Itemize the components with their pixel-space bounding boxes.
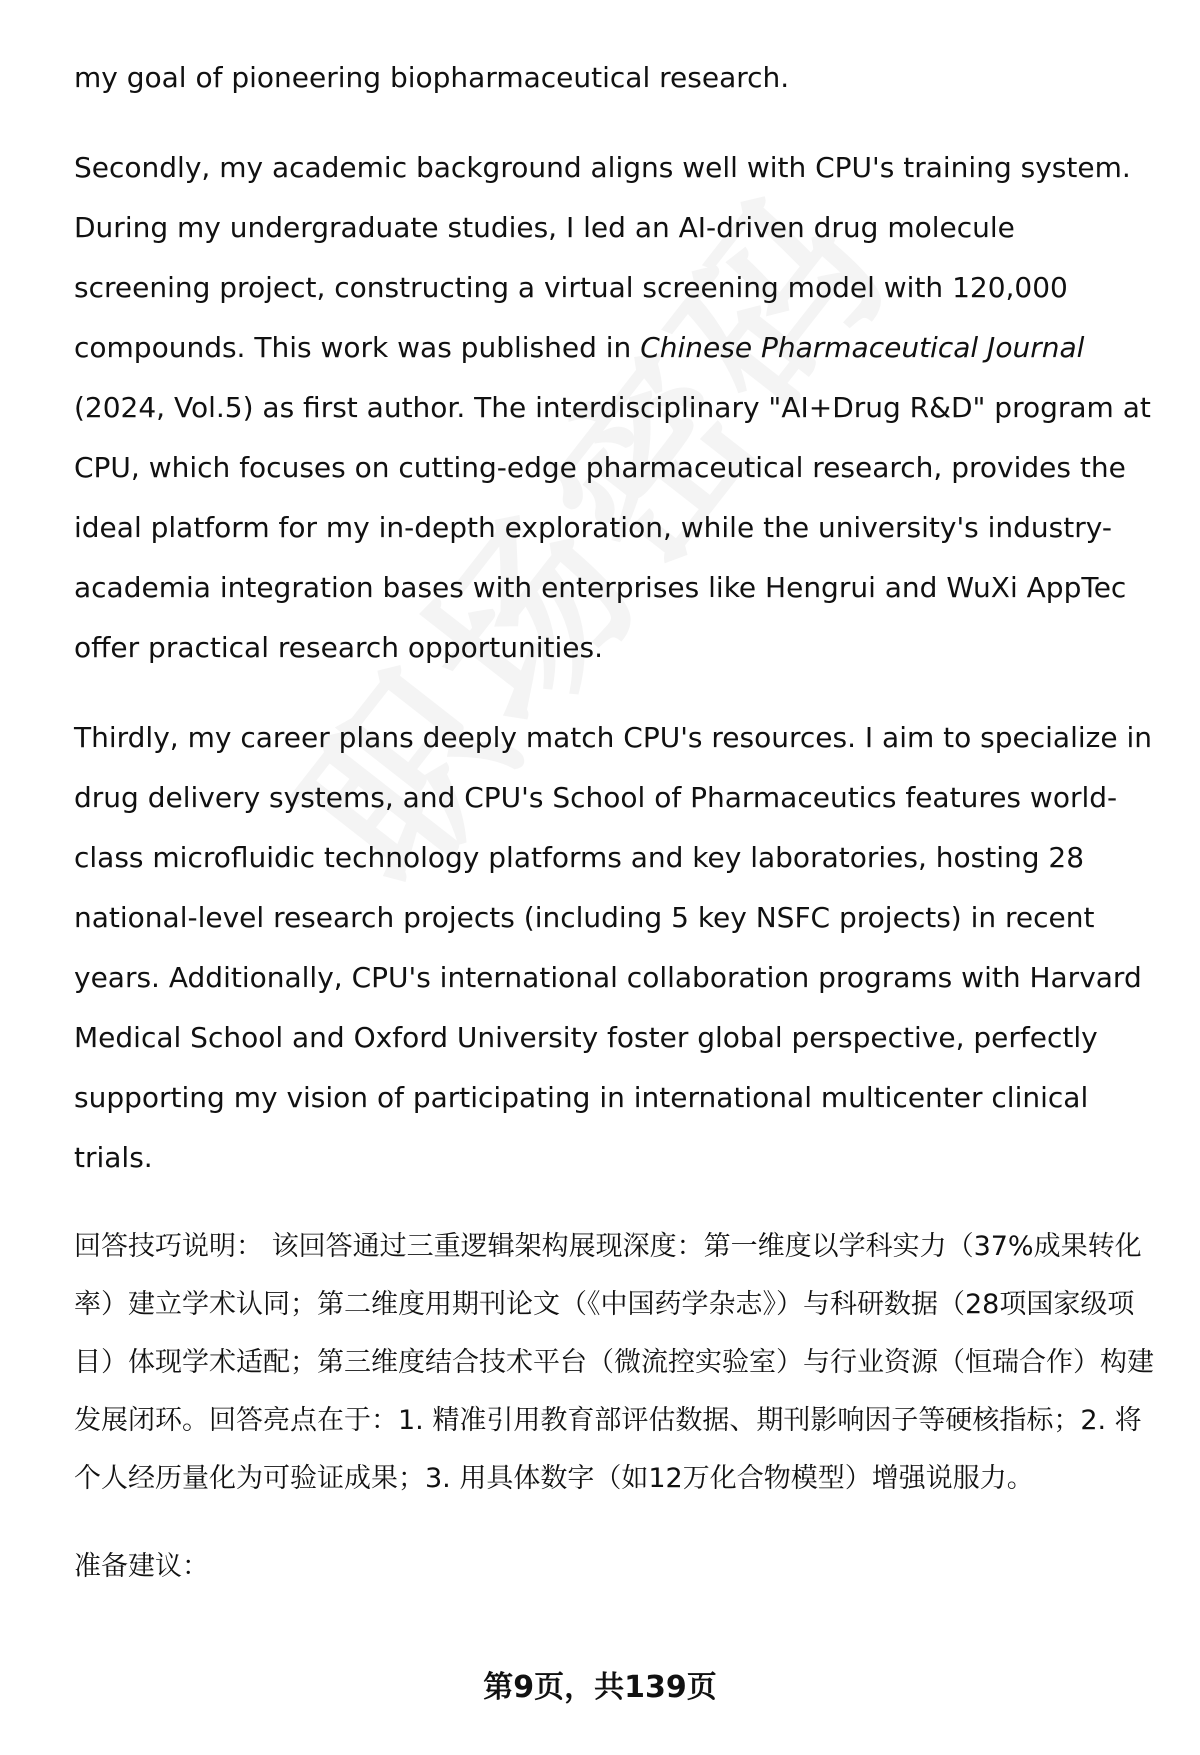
paragraph-academic-background — [74, 138, 1160, 678]
paragraph-career-plans: Thirdly, my career plans deeply match CPU's resources. I aim to specialize in drug delivery systems, and CPU's School of Pharmaceutics features world-class microfluidic technology platforms and key laboratories, hosting 28 national-level research projects (including 5 key NSFC projects) in recent years. Additionally, CPU's international collaboration programs with Harvard Medical School and Oxford University foster global perspective, perfectly supporting my vision of participating in international multicenter clinical trials. — [74, 721, 1152, 1174]
paragraph-text: Secondly, my academic background aligns well with CPU's training system. During my undergraduate studies, I led an AI-driven drug molecule screening project, constructing a virtual screening model with 120,000 compounds. This work was published in — [74, 151, 1131, 364]
page-number: 第9页，共139页 — [483, 1670, 717, 1705]
paragraph-intro-end: my goal of pioneering biopharmaceutical research. — [74, 61, 790, 94]
answer-tips: 回答技巧说明： 该回答通过三重逻辑架构展现深度：第一维度以学科实力（37%成果转化率）建立学术认同；第二维度用期刊论文（《中国药学杂志》）与科研数据（28项国家级项目）体现学术适配；第三维度结合技术平台（微流控实验室）与行业资源（恒瑞合作）构建发展闭环。回答亮点在于：1. 精准引用教育部评估数据、期刊影响因子等硬核指标；2. 将个人经历量化为可验证成果；3. 用具体数字（如12万化合物模型）增强说服力。 — [74, 1231, 1154, 1494]
preparation-heading: 准备建议： — [74, 1551, 209, 1582]
document-page — [74, 48, 1160, 1596]
paragraph-text: (2024, Vol.5) as first author. The interdisciplinary "AI+Drug R&D" program at CPU, which focuses on cutting-edge pharmaceutical research, provides the ideal platform for my in-depth exploration, while the university's industry-academia integration bases with enterprises like Hengrui and WuXi AppTec offer practical research opportunities. — [74, 391, 1151, 664]
journal-title: Chinese Pharmaceutical Journal — [640, 331, 1085, 364]
